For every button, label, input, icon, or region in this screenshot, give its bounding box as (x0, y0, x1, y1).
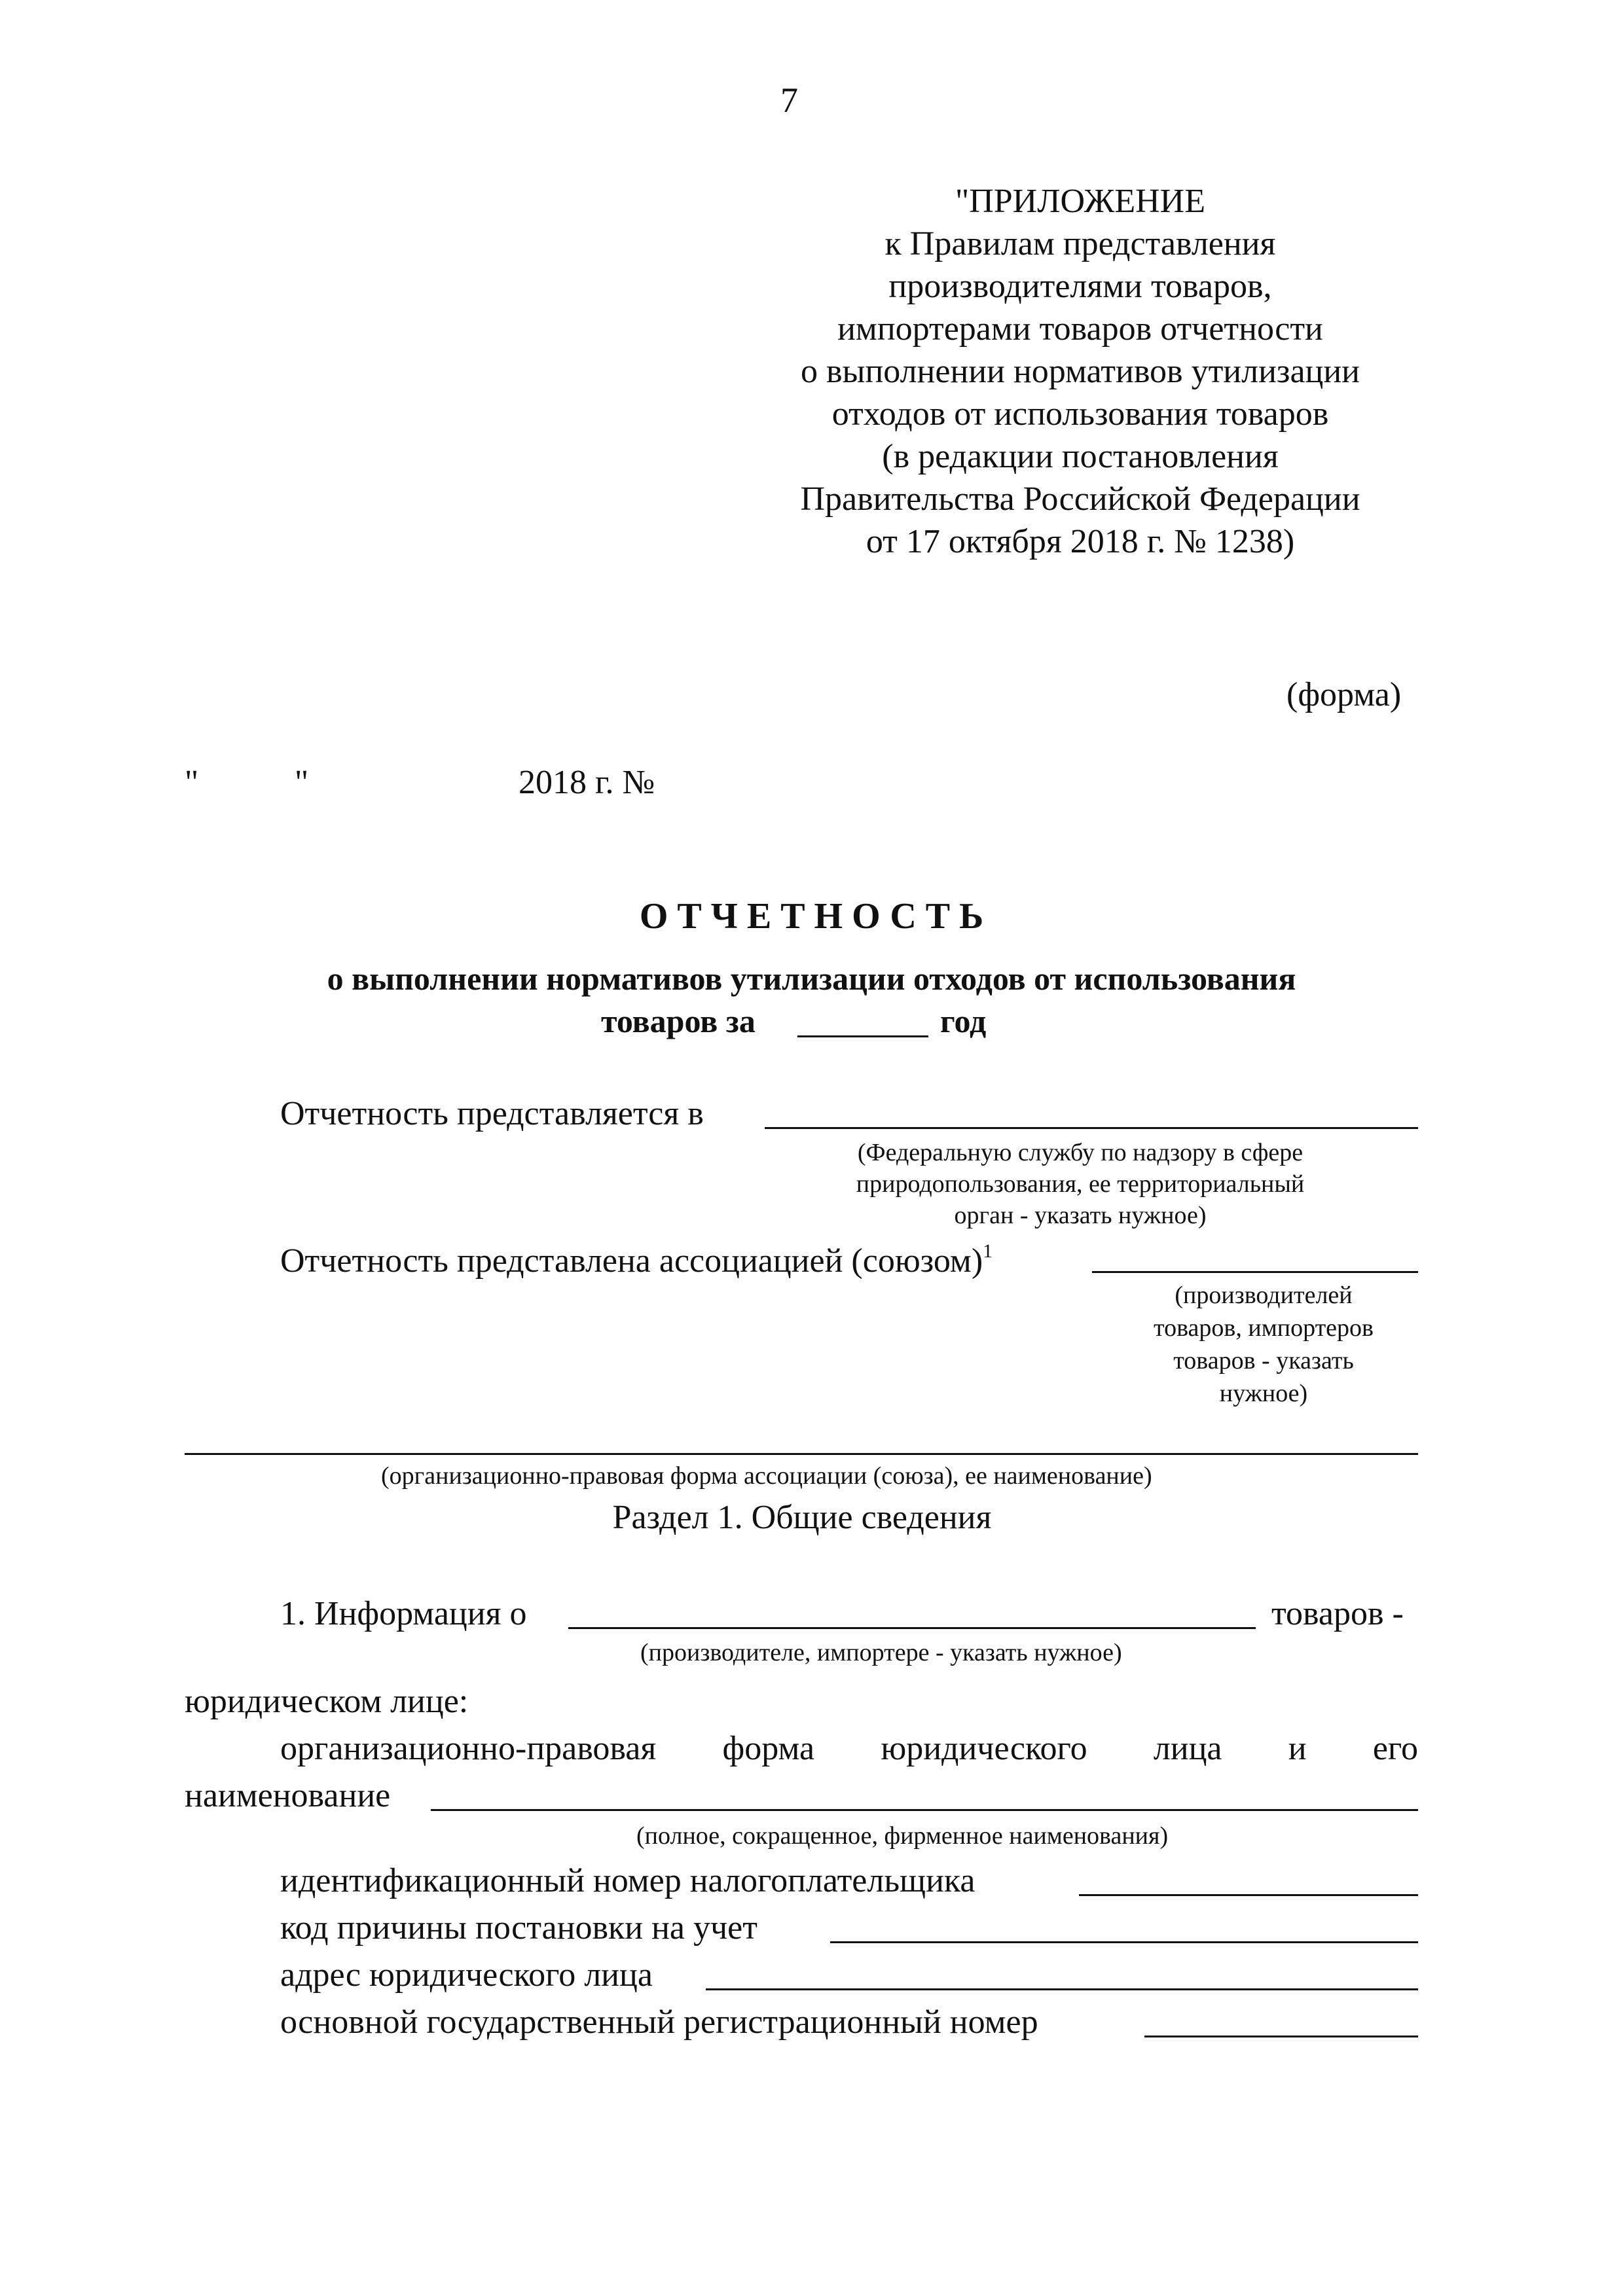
appendix-line: производителями товаров, (888, 268, 1272, 305)
hint-line: (производителей (1175, 1282, 1353, 1309)
association-label (280, 1242, 993, 1278)
address-label: адрес юридического лица (280, 1956, 653, 1994)
appendix-block (720, 185, 1440, 567)
appendix-line: (в редакции постановления (882, 438, 1279, 475)
date-year-number: 2018 г. № (519, 764, 655, 801)
appendix-line: Правительства Российской Федерации (800, 480, 1360, 518)
hint-line: (Федеральную службу по надзору в сфере (857, 1139, 1304, 1166)
name-hint: (полное, сокращенное, фирменное наименования) (636, 1822, 1169, 1850)
appendix-title: "ПРИЛОЖЕНИЕ (955, 183, 1205, 220)
date-quote-close: " (295, 764, 309, 801)
subtitle-suffix: год (940, 1003, 987, 1039)
inn-blank[interactable] (1079, 1894, 1418, 1896)
document-title: ОТЧЕТНОСТЬ (639, 896, 993, 937)
info-suffix: товаров - (1271, 1595, 1404, 1632)
name-label: наименование (185, 1777, 391, 1814)
form-label: (форма) (1286, 676, 1402, 713)
kpp-blank[interactable] (830, 1941, 1418, 1943)
hint-line: товаров, импортеров (1154, 1314, 1374, 1342)
ogrn-label: основной государственный регистрационный номер (280, 2003, 1038, 2041)
hint-line: нужное) (1219, 1380, 1308, 1407)
address-blank[interactable] (706, 1988, 1418, 1990)
page-number: 7 (780, 81, 798, 120)
org-form-word: лица (1153, 1730, 1222, 1767)
document-subtitle: о выполнении нормативов утилизации отходов от использования (327, 960, 1296, 997)
association-hint (1100, 1283, 1427, 1414)
association-blank[interactable] (1092, 1271, 1418, 1273)
year-blank-line[interactable] (797, 1035, 928, 1037)
name-blank[interactable] (431, 1809, 1418, 1811)
org-form-word: его (1372, 1730, 1418, 1767)
subtitle-prefix: товаров за (601, 1003, 756, 1039)
info-hint: (производителе, импортере - указать нужное) (640, 1639, 1122, 1666)
org-form-line (280, 1732, 1418, 1766)
date-quote-open: " (185, 764, 199, 801)
association-form-hint: (организационно-правовая форма ассоциации (союза), ее наименование) (381, 1462, 1152, 1490)
section-title: Раздел 1. Общие сведения (612, 1499, 992, 1536)
appendix-line: о выполнении нормативов утилизации (800, 353, 1360, 390)
ogrn-blank[interactable] (1144, 2036, 1418, 2037)
info-blank[interactable] (568, 1627, 1256, 1629)
info-continuation: юридическом лице: (185, 1683, 469, 1720)
hint-line: природопользования, ее территориальный (856, 1170, 1305, 1198)
association-form-blank[interactable] (185, 1453, 1418, 1455)
footnote-marker: 1 (983, 1240, 993, 1262)
inn-label: идентификационный номер налогоплательщика (280, 1862, 976, 1899)
submitted-to-blank[interactable] (765, 1127, 1418, 1129)
kpp-label: код причины постановки на учет (280, 1909, 757, 1946)
org-form-word: форма (722, 1730, 815, 1767)
org-form-word: юридического (881, 1730, 1087, 1767)
submitted-to-hint (786, 1140, 1375, 1234)
submitted-to-label: Отчетность представляется в (280, 1095, 704, 1132)
appendix-line: к Правилам представления (884, 225, 1276, 262)
association-label-text: Отчетность представлена ассоциацией (союзом) (280, 1242, 983, 1280)
info-prefix: 1. Информация о (280, 1595, 527, 1632)
appendix-line: импортерами товаров отчетности (837, 310, 1323, 348)
appendix-line: от 17 октября 2018 г. № 1238) (866, 523, 1295, 560)
appendix-line: отходов от использования товаров (831, 395, 1329, 433)
hint-line: товаров - указать (1173, 1347, 1354, 1374)
org-form-word: организационно-правовая (280, 1730, 657, 1767)
org-form-word: и (1288, 1730, 1307, 1767)
hint-line: орган - указать нужное) (954, 1202, 1207, 1229)
